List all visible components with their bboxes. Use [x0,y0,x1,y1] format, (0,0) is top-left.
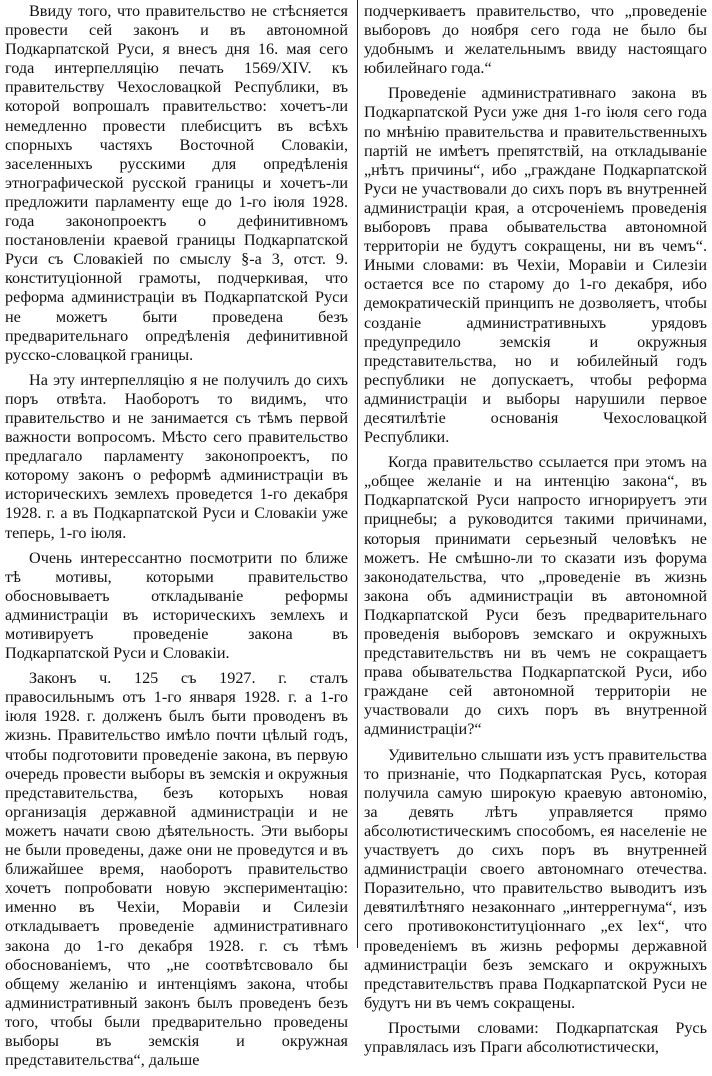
right-column [364,2,707,1063]
paragraph: Удивительно слышати изъ устъ правительства то признаніе, что Подкарпатская Русь, которая получила самую широкую краевую автономію, за девять лѣтъ управляется прямо абсолютистическимъ способомъ, ея населеніе не участвуетъ до сихъ поръ въ внутренней администраціи своего автономнаго отечества. Поразительно, что правительство выводитъ изъ девятилѣтняго незаконнаго „интеррегнума“, изъ сего противоконституціоннаго „ex lex“, что проведеніемъ въ жизнь реформы державной администраціи безъ земскаго и окружныхъ представительствъ права Подкарпатской Руси не будутъ ни въ чемъ сокращены. [364,745,707,1012]
paragraph: подчеркиваетъ правительство, что „проведеніе выборовъ до ноября сего года не было бы удобнымъ и желательнымъ ввиду настоящаго юбилейнаго года.“ [364,2,707,78]
paragraph: Простыми словами: Подкарпатская Русь управлялась изъ Праги абсолютистически, [364,1018,707,1056]
paragraph: Законъ ч. 125 съ 1927. г. сталъ правосильнымъ отъ 1-го января 1928. г. а 1-го іюля 1928. г. долженъ былъ быти проводенъ въ жизнь. Правительство имѣло почти цѣлый годъ, чтобы подготовити проведеніе закона, въ первую очередь провести выборы въ земскія и окружныя представительства, безъ которыхъ новая организація державной администраціи и не можетъ начати свою дѣятельность. Эти выборы не были проведены, даже они не проведутся и въ ближайшее время, наоборотъ правительство хочетъ попробовати новую экспериментацію: именно въ Чехіи, Моравіи и Силезіи откладываетъ проведеніе административнаго закона до 1-го декабря 1928. г. съ тѣмъ обоснованіемъ, что „не соотвѣтсвовало бы общему желанію и интенціямъ закона, чтобы административный законъ былъ проведенъ безъ того, чтобы были предварительно проведены выборы въ земскія и окружная представительства“, дальше [5,669,348,1070]
paragraph: Когда правительство ссылается при этомъ на „общее желаніе и на интенцію закона“, въ Подкарпатской Руси напросто игнорируетъ эти прицнебы; а руководится такими причинами, которыя принимати серьезный человѣкъ не можетъ. Не смѣшно-ли то сказати изъ форума законодательства, что „проведеніе въ жизнь закона объ администраціи въ автономной Подкарпатской Руси безъ предварительнаго проведенія выборовъ земскаго и окружныхъ представительствъ ни въ чемъ не сокращаетъ права обывательства Подкарпатской Руси, ибо граждане сей автономной территоріи не участвовали до сихъ поръ въ внутренной администраціи?“ [364,453,707,739]
column-divider [357,0,358,948]
paragraph: Очень интерессантно посмотрити по ближе тѣ мотивы, которыми правительство обосновываетъ откладываніе реформы администраціи въ историческихъ землехъ и мотивируетъ проведеніе закона въ Подкарпатской Руси и Словакіи. [5,548,348,663]
paragraph: Проведеніе административнаго закона въ Подкарпатской Руси уже дня 1-го іюля сего года по мнѣнію правительства и правительственныхъ партій не имѣетъ препятствій, на откладываніе „нѣтъ причины“, ибо „граждане Подкарпатской Руси не участвовали до сихъ поръ въ внутренней администраціи края, а отсроченіемъ проведенія выборовъ права обывательства автономной территоріи не будутъ сокращены, ни въ чемъ“. Иными словами: въ Чехіи, Моравіи и Силезіи остается все по старому до 1-го декабря, ибо демократическій принципъ не дозволяетъ, чтобы созданіе административныхъ урядовъ предупредило земскія и окружныя представительства, но и юбилейный годъ республики не допускаетъ, чтобы реформа администраціи и выборы нарушили первое десятилѣтіе основанія Чехословацкой Республики. [364,84,707,447]
left-column [5,2,348,1076]
paragraph: На эту интерпелляцію я не получилъ до сихъ поръ отвѣта. Наоборотъ то видимъ, что правительство и не занимается съ тѣмъ первой важности вопросомъ. Мѣсто сего правительство предлагало парламенту законопроектъ, по которому законъ о реформѣ администраціи въ историческихъ землехъ проведется 1-го декабря 1928. г. а въ Подкарпатской Руси и Словакіи уже теперь, 1-го іюля. [5,370,348,542]
paragraph: Ввиду того, что правительство не стѣсняется провести сей законъ и въ автономной Подкарпатской Руси, я внесъ дня 16. мая сего года интерпелляцію печать 1569/XIV. къ правительству Чехословацкой Республики, въ которой вопрошалъ правительство: хочетъ-ли немедленно провести плебисцитъ въ всѣхъ спорныхъ частяхъ Восточной Словакіи, заселенныхъ русскими для опредѣленія этнографической русской границы и хочетъ-ли предложити парламенту еще до 1-го іюля 1928. года законопроектъ о дефинитивномъ постановленіи краевой границы Подкарпатской Руси съ Словакіей по смыслу §-а 3, отст. 9. конституціонной грамоты, подчеркивая, что реформа администраціи въ Подкарпатской Руси не можетъ быти проведена безъ предварительнаго опредѣленія дефинитивной русско-словацкой границы. [5,2,348,364]
